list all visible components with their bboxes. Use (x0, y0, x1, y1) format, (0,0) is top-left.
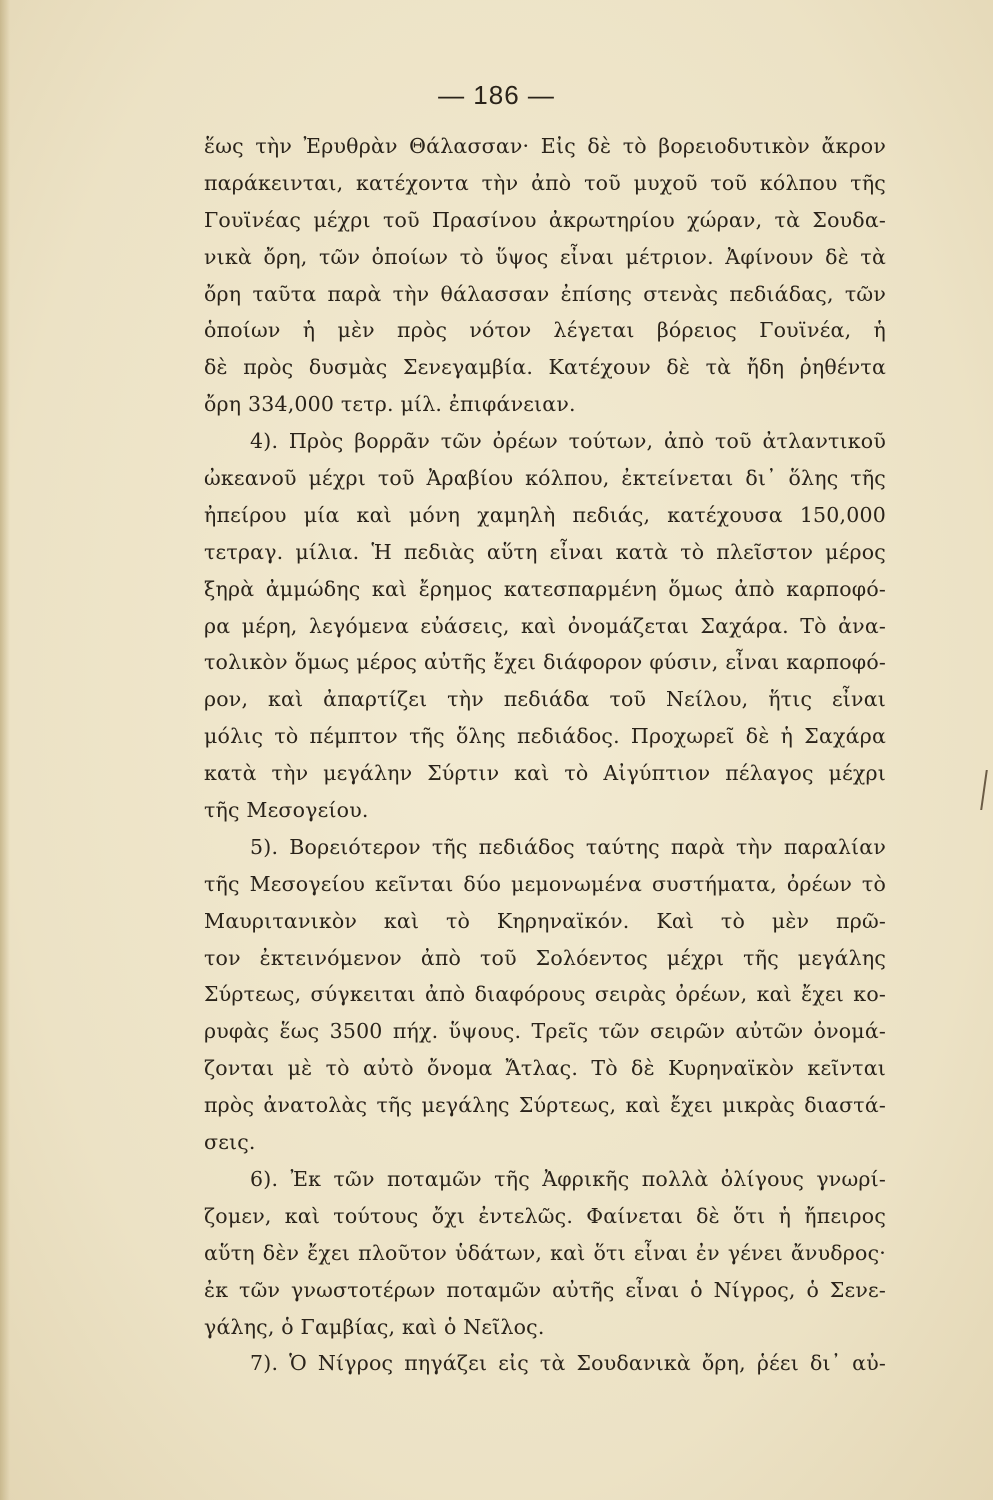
text-line: νικὰ ὄρη, τῶν ὁποίων τὸ ὕψος εἶναι μέτριον. Ἀφίνουν δὲ τὰ (204, 244, 886, 269)
paragraph-start-4: 4). Πρὸς βορρᾶν τῶν ὀρέων τούτων, ἀπὸ τοῦ ἀτλαντικοῦ (250, 429, 886, 454)
text-line: παράκεινται, κατέχοντα τὴν ἀπὸ τοῦ μυχοῦ τοῦ κόλπου τῆς (204, 170, 886, 195)
text-line: ὄρη ταῦτα παρὰ τὴν θάλασσαν ἐπίσης στενὰς πεδιάδας, τῶν (204, 281, 886, 306)
binding-edge (0, 0, 10, 1500)
text-line: τῆς Μεσογείου κεῖνται δύο μεμονωμένα συστήματα, ὀρέων τὸ (204, 871, 886, 896)
text-line: τον ἐκτεινόμενον ἀπὸ τοῦ Σολόεντος μέχρι τῆς μεγάλης (204, 945, 886, 970)
text-line: τῆς Μεσογείου. (204, 798, 369, 823)
paragraph-start-5: 5). Βορειότερον τῆς πεδιάδος ταύτης παρὰ τὴν παραλίαν (250, 834, 886, 859)
body-text (204, 128, 886, 1382)
text-line: ὠκεανοῦ μέχρι τοῦ Ἀραβίου κόλπου, ἐκτείνεται δι᾽ ὅλης τῆς (204, 466, 886, 491)
text-line: ξηρὰ ἀμμώδης καὶ ἔρημος κατεσπαρμένη ὅμως ἀπὸ καρποφό- (204, 576, 886, 601)
text-line: ρα μέρη, λεγόμενα εὐάσεις, καὶ ὀνομάζεται Σαχάρα. Τὸ ἀνα- (204, 613, 886, 638)
text-line: σεις. (204, 1130, 256, 1155)
text-line: ζονται μὲ τὸ αὐτὸ ὄνομα Ἄτλας. Τὸ δὲ Κυρηναϊκὸν κεῖνται (204, 1056, 886, 1081)
text-line: ἐκ τῶν γνωστοτέρων ποταμῶν αὐτῆς εἶναι ὁ Νίγρος, ὁ Σενε- (204, 1277, 886, 1302)
text-line: ὁποίων ἡ μὲν πρὸς νότον λέγεται βόρειος Γουϊνέα, ἡ (204, 318, 886, 343)
text-line: ἕως τὴν Ἐρυθρὰν Θάλασσαν· Εἰς δὲ τὸ βορειοδυτικὸν ἄκρον (204, 134, 886, 158)
text-line: πρὸς ἀνατολὰς τῆς μεγάλης Σύρτεως, καὶ ἔχει μικρὰς διαστά- (204, 1093, 886, 1118)
text-line: τετραγ. μίλια. Ἡ πεδιὰς αὕτη εἶναι κατὰ τὸ πλεῖστον μέρος (204, 539, 886, 564)
text-line: τολικὸν ὅμως μέρος αὐτῆς ἔχει διάφορον φύσιν, εἶναι καρποφό- (204, 650, 886, 675)
text-line: ὄρη 334,000 τετρ. μίλ. ἐπιφάνειαν. (204, 392, 576, 417)
text-line: ἠπείρου μία καὶ μόνη χαμηλὴ πεδιάς, κατέχουσα 150,000 (204, 502, 886, 527)
text-line: ρον, καὶ ἀπαρτίζει τὴν πεδιάδα τοῦ Νείλου, ἥτις εἶναι (204, 687, 886, 712)
text-line: ρυφὰς ἕως 3500 πήχ. ὕψους. Τρεῖς τῶν σειρῶν αὐτῶν ὀνομά- (204, 1019, 886, 1044)
text-line: ζομεν, καὶ τούτους ὄχι ἐντελῶς. Φαίνεται δὲ ὅτι ἡ ἤπειρος (204, 1203, 886, 1228)
text-line: Σύρτεως, σύγκειται ἀπὸ διαφόρους σειρὰς ὀρέων, καὶ ἔχει κο- (204, 982, 886, 1007)
text-line: μόλις τὸ πέμπτον τῆς ὅλης πεδιάδος. Προχωρεῖ δὲ ἡ Σαχάρα (204, 724, 886, 749)
text-line: Μαυριτανικὸν καὶ τὸ Κηρηναϊκόν. Καὶ τὸ μὲν πρῶ- (204, 908, 886, 933)
text-line: κατὰ τὴν μεγάλην Σύρτιν καὶ τὸ Αἰγύπτιον πέλαγος μέχρι (204, 761, 886, 786)
text-line: δὲ πρὸς δυσμὰς Σενεγαμβία. Κατέχουν δὲ τὰ ἤδη ῥηθέντα (204, 355, 886, 380)
page-number: — 186 — (438, 80, 555, 110)
paragraph-start-7: 7). Ὁ Νίγρος πηγάζει εἰς τὰ Σουδανικὰ ὄρη, ῥέει δι᾽ αὐ- (250, 1351, 886, 1376)
text-line: γάλης, ὁ Γαμβίας, καὶ ὁ Νεῖλος. (204, 1314, 545, 1339)
text-line: Γουϊνέας μέχρι τοῦ Πρασίνου ἀκρωτηρίου χώραν, τὰ Σουδα- (204, 207, 886, 232)
paragraph-start-6: 6). Ἐκ τῶν ποταμῶν τῆς Ἀφρικῆς πολλὰ ὀλίγους γνωρί- (250, 1166, 886, 1191)
text-line: αὕτη δὲν ἔχει πλοῦτον ὑδάτων, καὶ ὅτι εἶναι ἐν γένει ἄνυδρος· (204, 1240, 886, 1265)
